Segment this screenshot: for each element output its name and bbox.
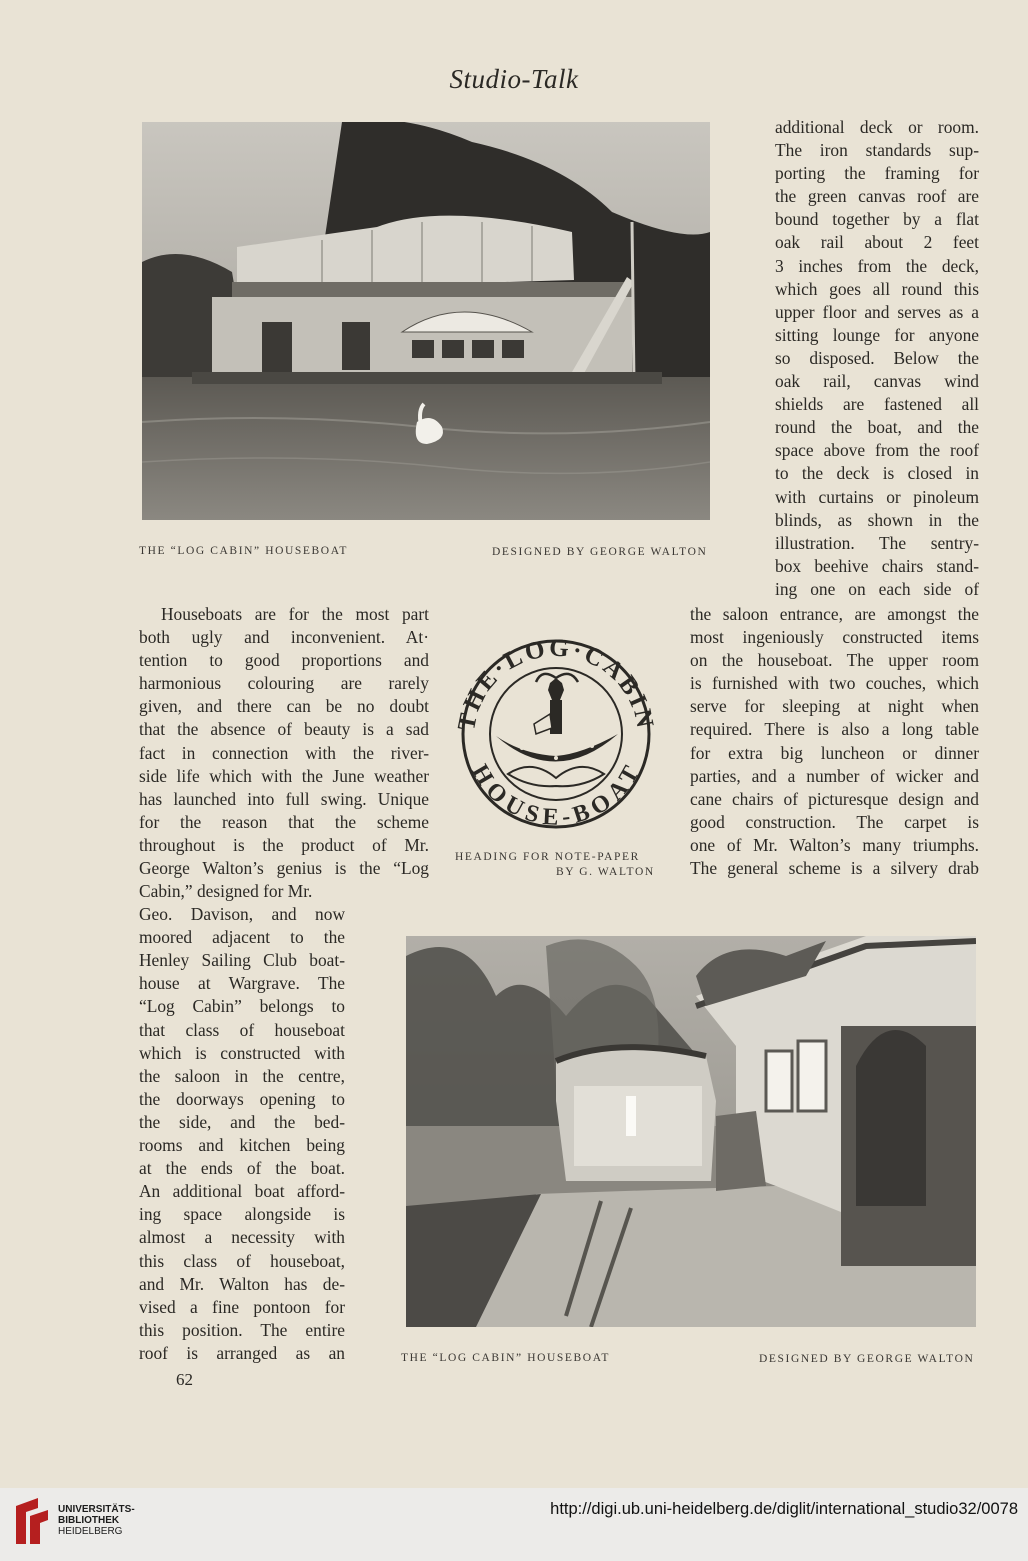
text-line: upper floor and serves as a (775, 301, 979, 322)
text-line: serve for sleeping at night when (690, 696, 979, 717)
source-url[interactable]: http://digi.ub.uni-heidelberg.de/diglit/international_studio32/0078 (550, 1500, 1018, 1518)
running-head: Studio-Talk (449, 64, 579, 94)
text-line: fact in connection with the river- (139, 742, 429, 763)
text-line: most ingeniously constructed items (690, 627, 979, 648)
text-line: that the absence of beauty is a sad (139, 719, 429, 740)
text-line: has launched into full swing. Unique (139, 788, 429, 809)
houseboat-photo-top (142, 122, 710, 520)
text-line: for the reason that the scheme (139, 811, 429, 832)
text-line: George Walton’s genius is the “Log (139, 858, 429, 879)
library-name-line2: BIBLIOTHEK (58, 1515, 120, 1526)
text-line: roof is arranged as an (139, 1342, 345, 1363)
text-line: Houseboats are for the most part (161, 604, 429, 624)
text-line: for extra big luncheon or dinner (690, 742, 979, 763)
text-line: Geo. Davison, and now (139, 904, 345, 925)
text-line: The iron standards sup- (775, 140, 979, 161)
log-cabin-emblem (452, 638, 660, 830)
text-line: the saloon entrance, are amongst the (690, 604, 979, 624)
top-figure-caption-right: DESIGNED BY GEORGE WALTON (492, 546, 708, 558)
library-logo-icon (12, 1496, 52, 1548)
text-line: that class of houseboat (139, 1019, 345, 1040)
library-name (58, 1504, 135, 1537)
page-number: 62 (176, 1370, 193, 1389)
text-line: given, and there can be no doubt (139, 696, 429, 717)
emblem-top-text: THE·LOG·CABIN (453, 638, 659, 733)
text-right-top (775, 116, 979, 601)
text-line: throughout is the product of Mr. (139, 834, 429, 855)
emblem-caption-line1: HEADING FOR NOTE-PAPER (455, 851, 640, 863)
text-line: An additional boat afford- (139, 1181, 345, 1202)
text-line: illustration. The sentry- (775, 532, 979, 553)
text-line: to the deck is closed in (775, 463, 979, 484)
houseboat-photo-bottom (406, 936, 976, 1327)
text-line: both ugly and inconvenient. At· (139, 627, 429, 648)
text-left-wide (139, 603, 429, 880)
text-line: which goes all round this (775, 278, 979, 299)
text-line: “Log Cabin” belongs to (139, 996, 345, 1017)
text-line: is furnished with two couches, which (690, 673, 979, 694)
emblem-bottom-text: HOUSE-BOAT (466, 760, 646, 830)
text-line: round the boat, and the (775, 417, 979, 438)
text-line: house at Wargrave. The (139, 973, 345, 994)
text-left-narrow (139, 880, 345, 1365)
text-line: Henley Sailing Club boat- (139, 950, 345, 971)
text-line: blinds, as shown in the (775, 509, 979, 530)
text-line: rooms and kitchen being (139, 1135, 345, 1156)
text-line: at the ends of the boat. (139, 1158, 345, 1179)
houseboat-photo-bottom-image (406, 936, 976, 1327)
houseboat-photo-top-image (142, 122, 710, 520)
text-line: additional deck or room. (775, 117, 979, 137)
text-line: which is constructed with (139, 1042, 345, 1063)
text-line: sitting lounge for anyone (775, 324, 979, 345)
text-line: with curtains or pinoleum (775, 486, 979, 507)
text-line: cane chairs of picturesque design and (690, 788, 979, 809)
text-line: porting the framing for (775, 163, 979, 184)
text-right-mid (690, 603, 979, 880)
text-line: tention to good proportions and (139, 650, 429, 671)
text-line: The general scheme is a silvery drab (690, 858, 979, 879)
text-line: one of Mr. Walton’s many triumphs. (690, 834, 979, 855)
text-line: bound together by a flat (775, 209, 979, 230)
text-line: on the houseboat. The upper room (690, 650, 979, 671)
text-line: 3 inches from the deck, (775, 255, 979, 276)
text-line: moored adjacent to the (139, 927, 345, 948)
text-line: the saloon in the centre, (139, 1065, 345, 1086)
text-line: the side, and the bed- (139, 1111, 345, 1132)
text-line: and Mr. Walton has de- (139, 1273, 345, 1294)
text-line: required. There is also a long table (690, 719, 979, 740)
log-cabin-emblem-image (452, 638, 660, 830)
text-line: vised a fine pontoon for (139, 1296, 345, 1317)
text-line: this class of houseboat, (139, 1250, 345, 1271)
text-line: oak rail about 2 feet (775, 232, 979, 253)
svg-text:HOUSE-BOAT (466, 760, 645, 830)
library-name-line1: UNIVERSITÄTS- (58, 1504, 135, 1515)
library-name-line3: HEIDELBERG (58, 1526, 123, 1537)
bottom-figure-caption-right: DESIGNED BY GEORGE WALTON (759, 1353, 975, 1365)
text-line: ing one on each side of (775, 578, 979, 599)
text-line: parties, and a number of wicker and (690, 765, 979, 786)
emblem-caption-line2: BY G. WALTON (556, 866, 655, 878)
text-line: ing space alongside is (139, 1204, 345, 1225)
text-line: so disposed. Below the (775, 347, 979, 368)
text-line: this position. The entire (139, 1319, 345, 1340)
digitization-footer (0, 1488, 1028, 1561)
text-line: oak rail, canvas wind (775, 371, 979, 392)
text-line: side life which with the June weather (139, 765, 429, 786)
text-line: space above from the roof (775, 440, 979, 461)
bottom-figure-caption-left: THE “LOG CABIN” HOUSEBOAT (401, 1352, 610, 1364)
top-figure-caption-left: THE “LOG CABIN” HOUSEBOAT (139, 545, 348, 557)
text-line: the green canvas roof are (775, 186, 979, 207)
text-line: harmonious colouring are rarely (139, 673, 429, 694)
text-line: the doorways opening to (139, 1088, 345, 1109)
text-line: Cabin,” designed for Mr. (139, 881, 313, 901)
text-line: good construction. The carpet is (690, 811, 979, 832)
text-line: shields are fastened all (775, 394, 979, 415)
text-line: almost a necessity with (139, 1227, 345, 1248)
text-line: box beehive chairs stand- (775, 555, 979, 576)
